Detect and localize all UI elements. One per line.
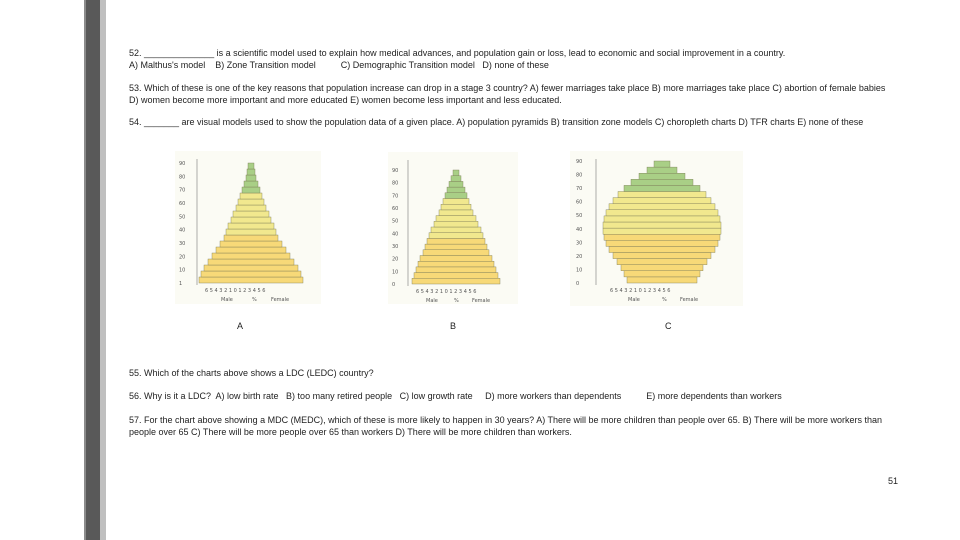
age-band-bar: [639, 173, 685, 179]
age-band-bar: [233, 211, 269, 217]
age-band-bar: [226, 229, 276, 235]
pyramid-c-bars: [603, 161, 721, 283]
age-tick-label: 50: [179, 214, 186, 221]
age-tick-label: 80: [179, 174, 186, 181]
age-band-bar: [453, 170, 459, 176]
question-55: 55. Which of the charts above shows a LDC (LEDC) country?: [129, 368, 374, 378]
age-band-bar: [228, 223, 274, 229]
age-tick-label: 50: [392, 218, 399, 225]
age-tick-label: 0: [576, 281, 580, 287]
age-band-bar: [220, 241, 282, 247]
age-band-bar: [441, 204, 471, 210]
age-tick-label: 40: [392, 231, 399, 238]
age-band-bar: [240, 193, 262, 199]
age-tick-label: 70: [392, 193, 399, 200]
age-band-bar: [208, 259, 294, 265]
pyramid-a-male-label: Male: [221, 297, 233, 303]
age-band-bar: [429, 233, 483, 239]
age-tick-label: 30: [392, 244, 399, 250]
pyramid-b-x-ticks: 6 5 4 3 2 1 0 1 2 3 4 5 6: [416, 289, 477, 295]
pyramid-c-female-label: Female: [680, 297, 699, 303]
age-band-bar: [617, 259, 707, 265]
age-band-bar: [231, 217, 271, 223]
age-band-bar: [621, 265, 703, 271]
age-band-bar: [445, 193, 467, 199]
age-band-bar: [425, 244, 487, 250]
age-band-bar: [224, 235, 278, 241]
age-band-bar: [443, 199, 469, 205]
age-tick-label: 80: [392, 180, 399, 187]
age-band-bar: [244, 181, 258, 187]
age-band-bar: [631, 179, 693, 185]
age-tick-label: 90: [576, 159, 583, 165]
age-band-bar: [418, 261, 494, 267]
pyramid-a-female-label: Female: [271, 297, 290, 303]
age-tick-label: 70: [179, 187, 186, 194]
age-tick-label: 30: [179, 241, 186, 247]
question-52-text: 52. ______________ is a scientific model used to explain how medical advances, and population gain or loss, lead to economic and social improvement in a country.: [129, 48, 786, 58]
question-52-options: A) Malthus's model B) Zone Transition model C) Demographic Transition model D) none of these: [129, 60, 549, 70]
age-band-bar: [420, 256, 492, 262]
age-band-bar: [242, 187, 260, 193]
age-band-bar: [647, 167, 677, 173]
age-band-bar: [624, 271, 700, 277]
decorative-bar-light: [100, 0, 106, 540]
pyramid-chart-b: [388, 152, 518, 304]
age-band-bar: [627, 277, 697, 283]
age-tick-label: 20: [392, 256, 399, 263]
age-tick-label: 1: [179, 281, 183, 287]
age-band-bar: [613, 253, 711, 259]
age-band-bar: [247, 169, 255, 175]
age-tick-label: 70: [576, 186, 583, 193]
chart-caption-c: C: [665, 321, 672, 331]
age-band-bar: [606, 240, 718, 246]
age-band-bar: [439, 210, 473, 216]
age-tick-label: 50: [576, 213, 583, 220]
question-53: 53. Which of these is one of the key reasons that population increase can drop in a stage 3 country? A) fewer marriages take place B) more marriages take place C) abortion of female babies D) women become more important and more educated E) women become less important and less educated.: [129, 83, 886, 105]
age-tick-label: 80: [576, 172, 583, 179]
age-band-bar: [427, 238, 485, 244]
age-band-bar: [603, 228, 721, 234]
pyramid-b-age-ticks: [392, 168, 398, 288]
pyramid-b-svg: [388, 152, 518, 304]
pyramid-a-pct-label: %: [252, 297, 257, 303]
age-band-bar: [624, 185, 700, 191]
age-band-bar: [201, 271, 301, 277]
age-tick-label: 60: [392, 206, 399, 212]
age-tick-label: 40: [576, 226, 583, 233]
age-tick-label: 90: [179, 161, 186, 167]
age-band-bar: [412, 278, 500, 284]
age-band-bar: [603, 222, 721, 228]
question-54: 54. _______ are visual models used to show the population data of a given place. A) population pyramids B) transition zone models C) choropleth charts D) TFR charts E) none of these: [129, 117, 864, 127]
pyramid-c-male-label: Male: [628, 297, 640, 303]
pyramid-b-bars: [412, 170, 500, 284]
age-band-bar: [654, 161, 670, 167]
pyramid-a-x-ticks: 6 5 4 3 2 1 0 1 2 3 4 5 6: [205, 288, 266, 294]
age-band-bar: [248, 163, 254, 169]
question-57: 57. For the chart above showing a MDC (MEDC), which of these is more likely to happen in 30 years? A) There will be more children than people over 65. B) There will be more workers than people over 65 C) There will be more people over 65 than workers D) There will be more children than workers.: [129, 415, 883, 437]
age-band-bar: [447, 187, 465, 193]
age-tick-label: 60: [576, 199, 583, 206]
age-tick-label: 20: [179, 254, 186, 261]
age-band-bar: [423, 250, 489, 256]
age-band-bar: [434, 221, 478, 227]
age-tick-label: 40: [179, 227, 186, 234]
age-band-bar: [604, 234, 720, 240]
age-tick-label: 0: [392, 282, 396, 288]
age-band-bar: [238, 199, 264, 205]
page-number: 51: [888, 476, 899, 486]
age-band-bar: [449, 181, 463, 187]
pyramid-b-pct-label: %: [454, 298, 459, 304]
pyramid-c-svg: [570, 151, 743, 306]
question-52: [129, 47, 889, 71]
chart-caption-a: A: [237, 321, 244, 331]
age-band-bar: [431, 227, 481, 233]
age-tick-label: 10: [179, 267, 186, 274]
question-56: 56. Why is it a LDC? A) low birth rate B) too many retired people C) low growth rate D) more workers than dependents E) more dependents than workers: [129, 391, 782, 401]
age-tick-label: 10: [392, 269, 399, 276]
age-tick-label: 30: [576, 240, 583, 247]
age-band-bar: [204, 265, 298, 271]
pyramid-b-male-label: Male: [426, 298, 438, 304]
pyramid-a-svg: [175, 151, 321, 304]
age-band-bar: [216, 247, 286, 253]
age-band-bar: [436, 216, 476, 222]
age-band-bar: [416, 267, 496, 273]
pyramid-a-bars: [199, 163, 303, 283]
pyramid-chart-a: [175, 151, 321, 304]
decorative-bar-dark: [86, 0, 100, 540]
age-band-bar: [609, 204, 715, 210]
age-band-bar: [606, 210, 718, 216]
pyramid-c-x-ticks: 6 5 4 3 2 1 0 1 2 3 4 5 6: [610, 288, 671, 294]
age-band-bar: [609, 246, 715, 252]
age-band-bar: [236, 205, 266, 211]
pyramid-b-female-label: Female: [472, 298, 491, 304]
age-band-bar: [414, 273, 498, 279]
age-band-bar: [212, 253, 290, 259]
age-band-bar: [246, 175, 256, 181]
age-tick-label: 20: [576, 253, 583, 260]
age-tick-label: 60: [179, 201, 186, 207]
age-tick-label: 10: [576, 267, 583, 274]
pyramid-chart-c: [570, 151, 743, 306]
pyramid-c-pct-label: %: [662, 297, 667, 303]
chart-caption-b: B: [450, 321, 457, 331]
age-band-bar: [199, 277, 303, 283]
age-band-bar: [604, 216, 720, 222]
age-band-bar: [451, 176, 461, 182]
age-band-bar: [613, 198, 711, 204]
age-band-bar: [618, 192, 706, 198]
pyramid-c-age-ticks: [576, 159, 582, 287]
pyramid-a-age-ticks: [179, 161, 185, 287]
age-tick-label: 90: [392, 168, 399, 174]
